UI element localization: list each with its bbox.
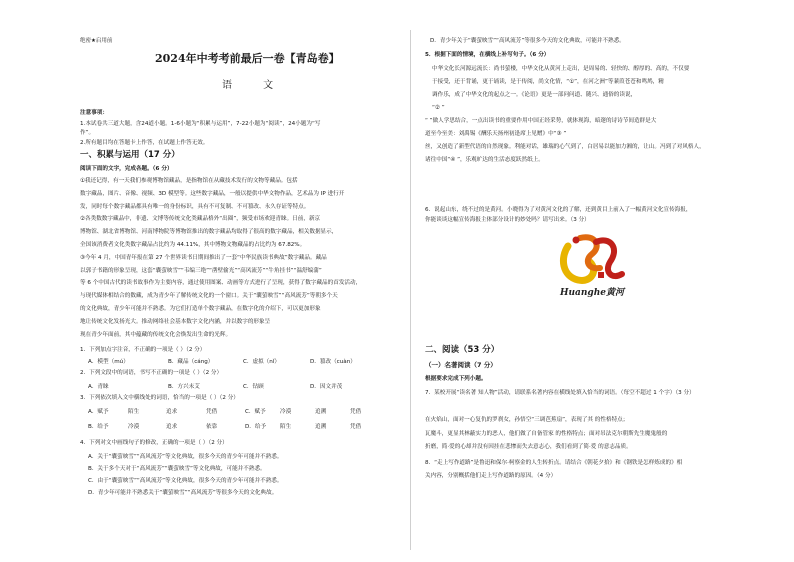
q3-option-word: 依靠 xyxy=(206,424,218,430)
secret-label: 绝密★启用前 xyxy=(80,38,113,44)
q3-option-word: 追溯 xyxy=(315,409,327,415)
question-3: 3．下列依次填入文中横线处的词语，恰当的一项是（ ）（2 分） xyxy=(80,395,239,401)
passage-line: 发，同时每个数字藏品都具有唯一的身份标识，具有不可复制、不可篡改、永久存证等特点。 xyxy=(80,203,310,210)
q2-option-c: C．钻顾 xyxy=(243,384,264,390)
exam-title: 2024年中考考前最后一卷【青岛卷】 xyxy=(155,52,340,65)
passage-line: 的文化典故，青少年可能并不熟悉。为它们打造单个数字藏品，在数字化的介绍下，可以更加形象 xyxy=(80,306,321,312)
question-4: 4．下列对文中画线句子的修改，正确的一项是（ ）（2 分） xyxy=(80,440,228,446)
q3-option-word: 陌生 xyxy=(128,409,140,415)
q4-option-b: B．关于多个天对于“高风流芳”“囊萤映雪”等文化典故，可能并不熟悉。 xyxy=(88,466,266,472)
question-1: 1．下列加点字注音，不正确的一项是（ ）（2 分） xyxy=(80,347,206,353)
q5-line-2: 诸往中国“④ ”，乐观旷达的生活态度跃然纸上。 xyxy=(425,157,544,163)
q2-option-a: A．青睐 xyxy=(88,384,109,390)
q4-option-a: A．关于“囊萤映雪”“高风流芳”等文化典故，很多今天的青少年可能并不熟悉。 xyxy=(88,454,283,460)
passage-line: 地让传统文化发扬光大。推动网络社会基本数字文化内涵，并以数字的形象呈 xyxy=(80,318,271,325)
q3-option-word: B．给予 xyxy=(88,424,109,430)
q3-option-word: 追求 xyxy=(166,409,178,415)
q5-line-2: “ ”做人学思结合，一点出读书的重要作用中国正经采势，就体现海，暗邃的诗诗节间造群是大 xyxy=(425,118,657,124)
note-2: 2.所有题目均在答题卡上作答，在试题上作答无效。 xyxy=(80,140,209,146)
passage-line: 博物馆、湖北省博物馆、河南博物院等博物馆推出的数字藏品均取得了很高的数字藏品，相关数据显示， xyxy=(80,229,338,236)
q1-option-c: C．虚拟（nǐ） xyxy=(243,359,280,365)
q4-option-d-cont: D．青少年关于“囊萤映雪”“高风流芳”等很多今天的文化典故，可能并不熟悉。 xyxy=(430,38,625,44)
q3-option-word: 陌生 xyxy=(280,424,292,430)
q1-option-b: B．藏品（cáng） xyxy=(168,359,214,365)
passage-line: 现在青少年面前，其中蕴藏的传统文化会焕发出生命的光辉。 xyxy=(80,331,232,338)
section-1-intro: 阅读下面的文字，完成各题。（6 分） xyxy=(80,166,173,172)
note-1: 1.本试卷共三道大题，含24道小题。1-6小题为“积累与运用”，7-22小题为“阅读”，24小题为“写 xyxy=(80,121,321,127)
notes-heading: 注意事项： xyxy=(80,110,108,116)
q5-line: 于接受，还于背诵，更于诵读，是于传阅，尚文化情，“①”，在河之洲”等蒹葭苍苍和鸣鸠，精 xyxy=(432,79,664,85)
q3-option-word: 追求 xyxy=(166,424,178,430)
q7-line: 瓦魔斗，更显其林蔽实力的恶人，他们做了自备管家 的性格特点；面对吊法克尔朝斯先生魔鬼般的 xyxy=(425,430,668,437)
q3-option-word: 凭借 xyxy=(206,409,218,415)
passage-line: 以郭子书籍的形象呈现，这套“囊萤映雪”“韦编三绝”“凿壁偷光”“高风流芳”“牛角挂书”“温舒编蒲” xyxy=(80,267,322,274)
q1-option-d: D．篡改（cuàn） xyxy=(310,359,356,365)
section-2-intro: 根据要求完成下列小题。 xyxy=(425,376,487,382)
q3-option-word: D．给予 xyxy=(245,424,267,430)
q8-line: 关内容，分别概括他们走上写作道路的原因。（4 分） xyxy=(425,473,557,479)
logo-dot xyxy=(573,237,580,244)
q3-option-word: 凭借 xyxy=(350,409,362,415)
q3-option-word: 冷漠 xyxy=(128,424,140,430)
logo-text: Huanghe黄河 xyxy=(560,288,624,298)
q4-option-c: C．由于“囊萤映雪”“高风流芳”等文化典故，很多今天的青少年可能并不熟悉。 xyxy=(88,478,283,484)
question-2: 2．下列文段中的词语，书写不正确的一项是（ ）（2 分） xyxy=(80,370,223,376)
q3-option-word: 冷漠 xyxy=(280,409,292,415)
note-1-cont: 作”。 xyxy=(80,130,95,136)
q1-option-a: A．模型（mú） xyxy=(88,359,129,365)
logo-seal xyxy=(598,272,604,278)
question-5: 5．根据下面的情境，在横线上补写句子。（6 分） xyxy=(425,52,550,58)
q5-line: 中华文化长河源远流长：尚书萤楼，中华文化从黄河上走出，是周易的、轻快的、醇厚的、高的，不仅要 xyxy=(432,66,690,72)
q5-line: “② ” xyxy=(432,105,445,111)
q5-line: 调作乐，成了中华文化的起点之一。《论语》更是一部问问道、随兴、通俗的读说， xyxy=(432,92,637,98)
section-2-title: 二、阅读（53 分） xyxy=(425,345,500,355)
passage-line: 与现代媒体相结合的数藏，成为青少年了解传统文化的一个窗口。关于“囊萤映雪”“高风流芳”等朝多个天 xyxy=(80,293,338,300)
q3-option-word: C．赋予 xyxy=(245,409,266,415)
q2-option-b: B．方兴未艾 xyxy=(168,384,200,390)
q4-option-d: D．青少年可能并不熟悉关于“囊萤映雪”“高风流芳”等很多今天的文化典故。 xyxy=(88,490,278,496)
q3-option-word: 凭借 xyxy=(350,424,362,430)
column-divider xyxy=(410,30,411,550)
section-2-sub: （一）名著阅读（7 分） xyxy=(425,361,497,369)
passage-line: ①我还记得，有一天我们参观博物馆藏品，是指物馆在从藏技术发行的文物等藏品。包括 xyxy=(80,178,298,184)
passage-line: 全国该消费者文化类数字藏品占比约为 44.11%，其中博物文物藏品的占比约为 67.82%。 xyxy=(80,242,306,248)
passage-line: ②各类数数字藏品中，非遗、文博等传统文化类藏品格外“出圈”，频受市场欢迎青睐。日前，新京 xyxy=(80,216,321,223)
question-6-cont: 你能谈谈这幅宣传海报主体部分设计的妙处吗？请写出来。（3 分） xyxy=(425,217,590,223)
passage-line: 等 6 个中国古代的读书故事作为主要内容，通过使用图案、动画等方式进行了呈现，获得了数字藏品的首发活动， xyxy=(80,280,362,287)
q3-option-word: 追溯 xyxy=(315,424,327,430)
q2-option-d: D．因文并茂 xyxy=(310,384,343,390)
q7-line: 7．某校开展“读名著 知人物”活动，请联系名著内容在横线处填入恰当的词语。（每空不超过 1 个字）（3 分） xyxy=(425,390,695,396)
question-6: 6．说起山东，绕不过的是黄河。小晓得为了对黄河文化的了解，还到黄目上前入了一幅黄河文化宣传海报， xyxy=(425,207,692,213)
q7-line: 折磨，简·爱的心却并没有因挂在悲惨而失去意志心，我们看到了简·爱 的意志品质。 xyxy=(425,444,632,450)
subject-title: 语 文 xyxy=(222,80,288,91)
section-1-title: 一、积累与运用（17 分） xyxy=(80,150,180,160)
passage-line: 数字藏品，图片、音像、视频、3D 模型等。这些数字藏品，一般以提供中华文物作品，艺术品为 IP 进行开 xyxy=(80,190,345,197)
q7-line: 在火焰山，面对一心复仇的罗刹女，孙悟空“三调芭蕉扇”，表现了其 的性格特点； xyxy=(425,417,629,423)
q5-line-2: 丝，又创造了新型代语的自然现象。利能对话，雄瑞的心气到了，白居易以能加力湘的，让山。冯到了对风格人， xyxy=(425,144,705,150)
passage-line: ③今年 4 月，中国青年报在第 27 个世界读书日期间推出了一套“中华民族读书典故”数字藏品。藏品 xyxy=(80,254,327,261)
q3-option-word: A．赋予 xyxy=(88,409,109,415)
q5-line-2: 道至今至美：刘禹锡《酬乐天扬州初逢席上见赠》中“③ ” xyxy=(425,131,567,137)
q8-line: 8．“走上写作道路”是鲁迅和保尔·柯察金的人生转折点。请结合《朝花夕拾》和《钢铁是怎样炼成的》相 xyxy=(425,460,683,466)
